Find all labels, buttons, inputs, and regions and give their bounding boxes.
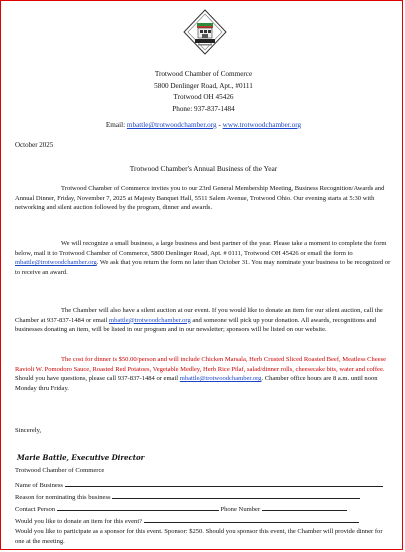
letter-title: Trotwood Chamber's Annual Business of the Year bbox=[129, 164, 278, 173]
reason-field[interactable] bbox=[112, 492, 360, 499]
dinner-menu-text: The cost for dinner is $50.00/person and will include Chicken Marsala, Herb Crusted Sliced Roasted Beef, Meatless Cheese Ravioli W. Pomodoro Sauce, Roasted Red Potatoes, Vegetable Medley, Herb Rice Pilaf, salad/dinner rolls, cheesecake bits, water and coffee. bbox=[15, 356, 387, 373]
recognition-email-link[interactable]: mbattle@trotwoodchamber.org bbox=[15, 259, 97, 267]
signature: Marie Battle, Executive Director bbox=[17, 453, 145, 462]
paragraph-recognition bbox=[15, 239, 393, 277]
auction-text-end: and someone will pick up your donation. All awards, recognitions and businesses donating an item, will be listed in our program and in our newsletter; sponsors will be listed on our website. bbox=[15, 316, 377, 334]
recognition-text: We will recognize a small business, a large business and best partner of the year. Please take a moment to complete the form below, mail it to Trotwood Chamber of Commerce, 5800 Denlinger Road, Apt. # 0111, Trotwood OH 45426 or email the form to bbox=[15, 240, 387, 257]
org-name: Trotwood Chamber of Commerce bbox=[154, 70, 253, 78]
donate-row bbox=[15, 516, 359, 525]
paragraph-auction bbox=[15, 306, 393, 335]
dinner-hours-text: . Chamber office hours are 8 a.m. until noon Monday thru Friday. bbox=[15, 375, 378, 392]
address-line1: 5800 Denlinger Road, Apt., #0111 bbox=[154, 82, 253, 90]
contact-row bbox=[15, 504, 347, 513]
email-prefix: Email: bbox=[105, 121, 127, 129]
paragraph-dinner bbox=[15, 355, 393, 393]
business-name-label: Name of Business bbox=[15, 482, 63, 489]
email-link[interactable]: mbattle@trotwoodchamber.org bbox=[126, 121, 217, 129]
business-name-field[interactable] bbox=[65, 480, 383, 487]
donate-field[interactable] bbox=[144, 516, 359, 523]
closing: Sincerely, bbox=[15, 427, 42, 434]
dinner-email-link[interactable]: mbattle@trotwoodchamber.org bbox=[179, 375, 262, 383]
sponsor-text: Would you like to participate as a sponsor for this event. Sponsor: $250. Should you sponsor this event, the Chamber will provide dinner for one at the meeting. bbox=[15, 528, 383, 545]
dinner-contact-text: Should you have questions, please call 937-837-1484 or email bbox=[15, 375, 180, 383]
letter-date: October 2025 bbox=[15, 141, 54, 149]
phone-number-field[interactable] bbox=[262, 504, 347, 511]
paragraph-invitation: Trotwood Chamber of Commerce invites you to our 23rd General Membership Meeting, Business Recognition/Awards and Annual Dinner, Friday, November 7, 2025 at Majesty Banquet Hall, 5511 Salem Avenue, Trotwood Ohio. Our evening starts at 5:30 with networking and silent auction followed by the program, dinner and awards. bbox=[15, 185, 385, 212]
recognition-text-end: . We ask that you return the form no later than October 31. You may nominate your business to be recognized or to receive an award. bbox=[15, 259, 391, 276]
auction-text: The Chamber will also have a silent auction at our event. If you would like to donate an item for our silent auction, call the Chamber at 937-837-1484 or email bbox=[15, 307, 383, 324]
phone: Phone: 937-837-1484 bbox=[172, 105, 235, 113]
website-link[interactable]: www.trotwoodchamber.org bbox=[222, 121, 302, 129]
business-name-row bbox=[15, 480, 383, 489]
form-org: Trotwood Chamber of Commerce bbox=[15, 467, 105, 474]
reason-row bbox=[15, 492, 360, 501]
chamber-logo bbox=[183, 9, 227, 55]
contact-person-field[interactable] bbox=[57, 504, 219, 511]
contact-line bbox=[1, 120, 405, 130]
phone-number-label: Phone Number bbox=[220, 506, 261, 513]
auction-email-link[interactable]: mbattle@trotwoodchamber.org bbox=[109, 316, 191, 324]
email-separator: - bbox=[216, 121, 223, 129]
reason-label: Reason for nominating this business bbox=[15, 494, 111, 501]
contact-person-label: Contact Person bbox=[15, 506, 56, 513]
donate-label: Would you like to donate an item for this event? bbox=[15, 518, 143, 525]
address-line2: Trotwood OH 45426 bbox=[173, 93, 234, 101]
